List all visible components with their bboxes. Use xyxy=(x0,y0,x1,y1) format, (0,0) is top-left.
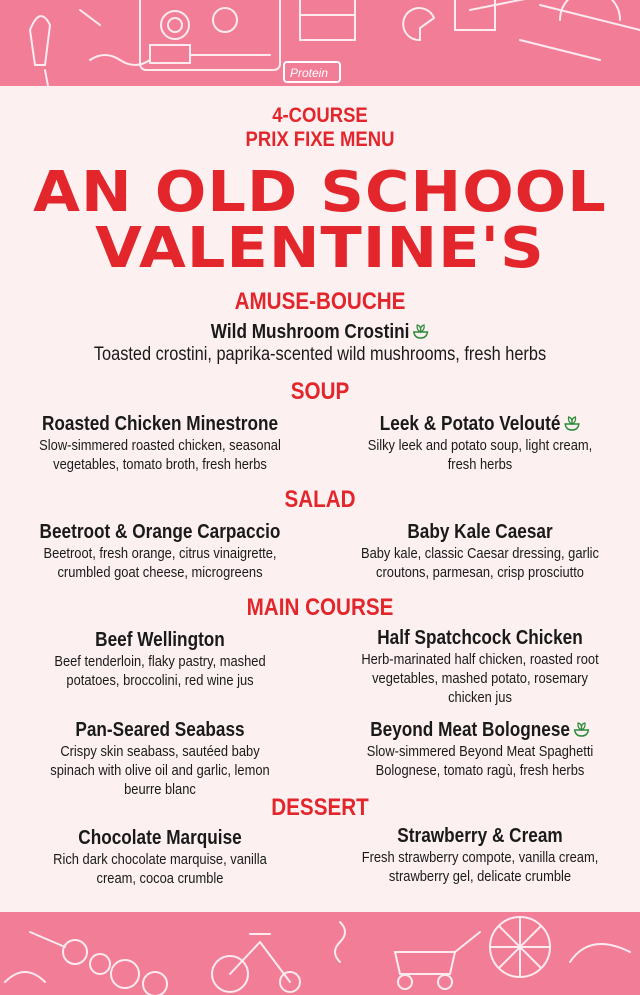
course-count: 4-COURSE xyxy=(272,104,368,127)
section-heading-amuse-bouche: AMUSE-BOUCHE xyxy=(234,288,406,315)
dish-wild-mushroom-crostini xyxy=(0,320,640,366)
dish-name: Strawberry & Cream xyxy=(397,825,563,847)
dish-description-line1: Baby kale, classic Caesar dressing, garlic xyxy=(360,545,600,562)
dish-name: Leek & Potato Velouté xyxy=(379,413,561,435)
dish-description-line1: Rich dark chocolate marquise, vanilla xyxy=(53,851,267,868)
dish-strawberry-cream xyxy=(320,824,640,886)
dish-description-line2: strawberry gel, delicate crumble xyxy=(388,868,572,885)
dish-description-line2: vegetables, tomato broth, fresh herbs xyxy=(53,456,267,473)
dish-baby-kale-caesar xyxy=(320,520,640,582)
dish-name: Roasted Chicken Minestrone xyxy=(41,413,279,435)
dish-half-spatchcock-chicken xyxy=(320,626,640,707)
plant-based-icon xyxy=(573,722,590,738)
menu-type: PRIX FIXE MENU xyxy=(245,128,395,151)
dish-beetroot-orange-carpaccio xyxy=(0,520,320,582)
dish-name: Chocolate Marquise xyxy=(78,827,242,849)
dish-description-line2: cream, cocoa crumble xyxy=(96,870,224,887)
dish-name: Baby Kale Caesar xyxy=(407,521,553,543)
toys-doodle-illustration xyxy=(0,912,640,995)
dish-name: Beyond Meat Bolognese xyxy=(370,719,570,741)
dish-pan-seared-seabass xyxy=(0,718,320,799)
dish-description-line2: potatoes, broccolini, red wine jus xyxy=(66,672,254,689)
dish-description-line1: Slow-simmered roasted chicken, seasonal xyxy=(39,437,281,454)
dish-description: Toasted crostini, paprika-scented wild mushrooms, fresh herbs xyxy=(93,344,547,365)
plant-based-icon xyxy=(563,416,580,432)
dish-name: Beef Wellington xyxy=(95,629,225,651)
dish-leek-potato-veloute xyxy=(320,412,640,474)
section-heading-dessert: DESSERT xyxy=(271,794,369,821)
dish-description-line3: chicken jus xyxy=(448,689,512,706)
section-heading-main-course: MAIN COURSE xyxy=(246,594,394,621)
section-heading-salad: SALAD xyxy=(284,486,356,513)
dish-description-line2: spinach with olive oil and garlic, lemon xyxy=(50,762,270,779)
dish-description-line3: beurre blanc xyxy=(124,781,196,798)
dish-description-line1: Beetroot, fresh orange, citrus vinaigrette, xyxy=(43,545,277,562)
dish-description-line2: fresh herbs xyxy=(447,456,513,473)
dish-description-line2: vegetables, mashed potato, rosemary xyxy=(372,670,588,687)
dish-description-line2: Bolognese, tomato ragù, fresh herbs xyxy=(375,762,585,779)
dish-chocolate-marquise xyxy=(0,826,320,888)
dish-description-line2: croutons, parmesan, crisp prosciutto xyxy=(376,564,584,581)
menu-panel xyxy=(0,86,640,912)
dish-description-line1: Silky leek and potato soup, light cream, xyxy=(367,437,593,454)
bottom-doodle-band xyxy=(0,912,640,995)
kitchen-doodle-illustration xyxy=(0,0,640,86)
dish-description-line2: crumbled goat cheese, microgreens xyxy=(57,564,263,581)
top-doodle-band xyxy=(0,0,640,86)
dish-description-line1: Fresh strawberry compote, vanilla cream, xyxy=(361,849,599,866)
protein-label: Protein xyxy=(290,66,329,80)
plant-based-icon xyxy=(412,324,429,340)
dish-name: Pan-Seared Seabass xyxy=(75,719,245,741)
section-heading-soup: SOUP xyxy=(290,378,350,405)
dish-description-line1: Crispy skin seabass, sautéed baby xyxy=(60,743,260,760)
dish-beyond-meat-bolognese xyxy=(320,718,640,780)
dish-beef-wellington xyxy=(0,628,320,690)
dish-description-line1: Slow-simmered Beyond Meat Spaghetti xyxy=(366,743,594,760)
menu-title-line2: VALENTINE'S xyxy=(95,216,545,281)
dish-name: Half Spatchcock Chicken xyxy=(377,627,583,649)
dish-description-line1: Herb-marinated half chicken, roasted root xyxy=(361,651,599,668)
dish-description-line1: Beef tenderloin, flaky pastry, mashed xyxy=(54,653,266,670)
menu-title-line1: AN OLD SCHOOL xyxy=(33,160,607,225)
dish-name: Beetroot & Orange Carpaccio xyxy=(39,521,281,543)
dish-roasted-chicken-minestrone xyxy=(0,412,320,474)
dish-name: Wild Mushroom Crostini xyxy=(210,321,410,343)
